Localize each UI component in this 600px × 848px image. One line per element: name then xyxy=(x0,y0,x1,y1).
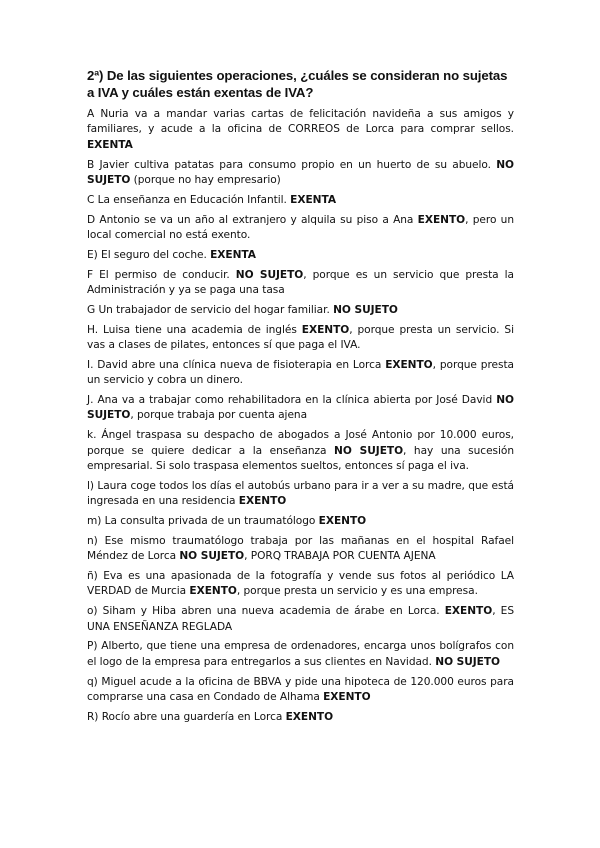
answer-text: G Un trabajador de servicio del hogar familiar. xyxy=(87,303,334,316)
answer-item xyxy=(87,428,514,474)
answer-text: H. Luisa tiene una academia de inglés xyxy=(87,323,302,336)
answer-text: R) Rocío abre una guardería en Lorca xyxy=(87,710,286,723)
answer-item xyxy=(87,248,514,263)
answer-text: J. Ana va a trabajar como rehabilitadora en la clínica abierta por José David xyxy=(87,394,497,407)
answer-text: I. David abre una clínica nueva de fisioterapia en Lorca xyxy=(87,358,386,371)
answer-text: , porque es un servicio que presta la Administración y ya se paga una tasa xyxy=(87,268,514,297)
answer-item xyxy=(87,358,514,389)
answer-text: k. Ángel traspasa su despacho de abogados a José Antonio por 10.000 euros, porque se quiere dedicar a la enseñanza xyxy=(87,429,514,457)
answer-verdict: EXENTO xyxy=(189,585,237,598)
answer-item xyxy=(87,268,514,299)
answer-verdict: NO SUJETO xyxy=(179,550,245,563)
answer-text: l) Laura coge todos los días el autobús urbano para ir a ver a su madre, que está ingresada en una residencia xyxy=(87,479,514,508)
answer-text: , pero un local comercial no está exento. xyxy=(87,213,514,242)
answer-list xyxy=(87,107,514,725)
answer-text: n) Ese mismo traumatólogo trabaja por las mañanas en el hospital Rafael Méndez de Lorca xyxy=(87,534,514,563)
answer-verdict: EXENTA xyxy=(290,193,336,206)
answer-item xyxy=(87,569,514,600)
answer-text: , PORQ TRABAJA POR CUENTA AJENA xyxy=(244,550,436,563)
answer-text: q) Miguel acude a la oficina de BBVA y pide una hipoteca de 120.000 euros para comprarse una casa en Condado de Alhama xyxy=(87,675,514,704)
answer-text: , porque trabaja por cuenta ajena xyxy=(130,409,308,422)
answer-text: (porque no hay empresario) xyxy=(130,174,281,187)
answer-verdict: EXENTO xyxy=(238,495,287,508)
answer-text: B Javier cultiva patatas para consumo propio en un huerto de su abuelo. xyxy=(87,158,497,171)
answer-text: m) La consulta privada de un traumatólogo xyxy=(87,515,319,528)
answer-verdict: EXENTO xyxy=(301,323,350,336)
question-title: 2ª) De las siguientes operaciones, ¿cuáles se consideran no sujetas a IVA y cuáles están exentas de IVA? xyxy=(87,68,508,100)
answer-item xyxy=(87,604,514,635)
answer-item xyxy=(87,639,514,670)
answer-item xyxy=(87,710,514,725)
answer-text: ñ) Eva es una apasionada de la fotografía y vende sus fotos al periódico LA VERDAD de Murcia xyxy=(87,570,514,598)
answer-text: P) Alberto, que tiene una empresa de ordenadores, encarga unos bolígrafos con el logo de la empresa para entregarlos a sus clientes en Navidad. xyxy=(87,640,514,668)
answer-item xyxy=(87,107,514,153)
answer-verdict: NO SUJETO xyxy=(235,268,304,281)
answer-verdict: NO SUJETO xyxy=(435,655,501,668)
answer-item xyxy=(87,675,514,706)
answer-item xyxy=(87,323,514,354)
answer-text: , porque presta un servicio y es una empresa. xyxy=(236,585,478,598)
answer-verdict: NO SUJETO xyxy=(333,303,398,316)
answer-verdict: EXENTO xyxy=(444,605,493,618)
answer-text: C La enseñanza en Educación Infantil. xyxy=(87,193,291,206)
answer-verdict: NO SUJETO xyxy=(87,394,514,422)
answer-verdict: EXENTO xyxy=(285,710,334,723)
answer-verdict: EXENTO xyxy=(385,358,433,371)
answer-text: o) Siham y Hiba abren una nueva academia de árabe en Lorca. xyxy=(87,605,445,618)
answer-text: F El permiso de conducir. xyxy=(87,268,236,281)
answer-text: D Antonio se va un año al extranjero y alquila su piso a Ana xyxy=(87,213,418,226)
answer-item xyxy=(87,479,514,510)
answer-item xyxy=(87,534,514,565)
answer-item xyxy=(87,303,514,318)
answer-item xyxy=(87,213,514,244)
answer-verdict: EXENTA xyxy=(87,138,133,151)
answer-verdict: EXENTO xyxy=(417,213,466,226)
answer-verdict: NO SUJETO xyxy=(87,158,514,187)
answer-verdict: EXENTA xyxy=(210,248,256,261)
answer-text: , ES UNA ENSEÑANZA REGLADA xyxy=(87,605,514,633)
answer-item xyxy=(87,393,514,424)
answer-verdict: EXENTO xyxy=(323,691,371,704)
answer-item xyxy=(87,193,514,208)
answer-text: , hay una sucesión empresarial. Si solo traspasa elementos sueltos, entonces sí paga el iva. xyxy=(87,444,514,473)
answer-text: , porque presta un servicio. Si vas a clases de pilates, entonces sí que paga el IVA. xyxy=(87,323,514,352)
answer-text: E) El seguro del coche. xyxy=(87,248,211,261)
answer-item xyxy=(87,514,514,529)
answer-text: , porque presta un servicio y cobra un dinero. xyxy=(87,358,514,387)
answer-text: A Nuria va a mandar varias cartas de felicitación navideña a sus amigos y familiares, y acude a la oficina de CORREOS de Lorca para comprar sellos. xyxy=(87,108,514,136)
answer-verdict: EXENTO xyxy=(318,515,367,528)
answer-item xyxy=(87,158,514,189)
answer-verdict: NO SUJETO xyxy=(334,444,404,457)
